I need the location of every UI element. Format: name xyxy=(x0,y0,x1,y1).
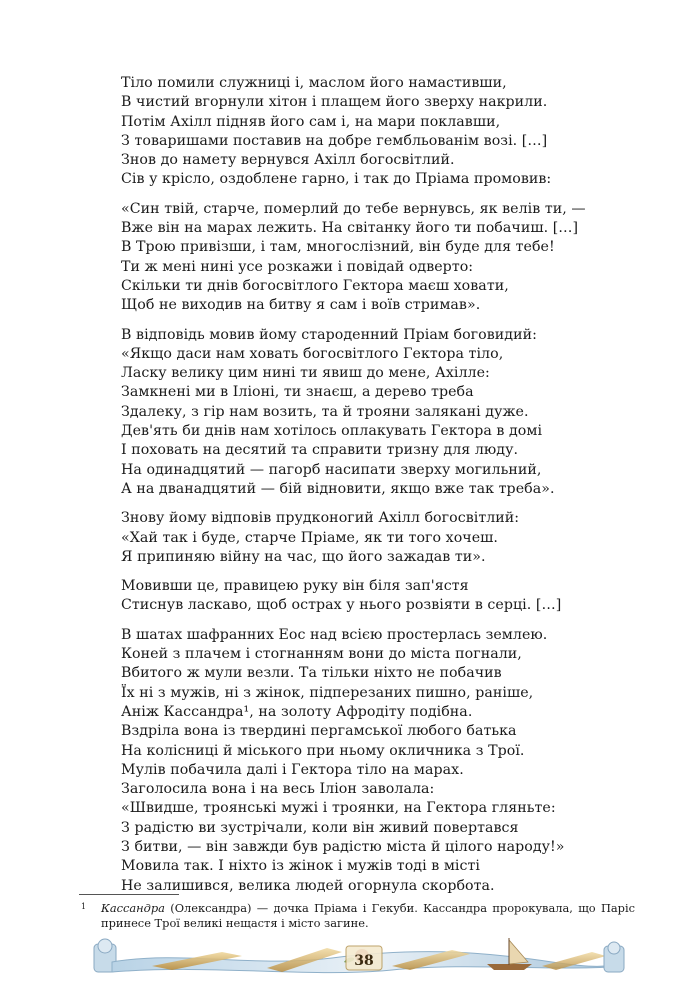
poem-line: «Хай так і буде, старче Пріаме, як ти того хочеш. xyxy=(121,529,498,546)
poem-line: В чистий вгорнули хітон і плащем його зверху накрили. xyxy=(121,94,548,111)
poem-line: Сів у крісло, оздоблене гарно, і так до Пріама промовив: xyxy=(121,171,552,188)
poem-line: Знову йому відповів прудконогий Ахілл богосвітлий: xyxy=(121,510,520,527)
poem-line: В Трою привізши, і там, многослізний, він буде для тебе! xyxy=(121,239,555,256)
poem-line: Заголосила вона і на весь Іліон заволала: xyxy=(121,781,435,798)
poem-line: Аніж Кассандра¹, на золоту Афродіту подібна. xyxy=(121,703,473,720)
poem-line: «Син твій, старче, померлий до тебе вернувсь, як велів ти, — xyxy=(121,200,586,217)
stanza xyxy=(121,326,621,500)
poem-line: Не залишився, велика людей огорнула скорбота. xyxy=(121,877,495,894)
poem-line: Ти ж мені нині усе розкажи і повідай одверто: xyxy=(121,258,474,275)
poem-line: Знов до намету вернувся Ахілл богосвітлий. xyxy=(121,152,455,169)
poem-text xyxy=(121,74,621,906)
poem-line: І поховать на десятий та справити тризну для люду. xyxy=(121,442,519,459)
poem-line: Щоб не виходив на битву я сам і воїв стримав». xyxy=(121,297,481,314)
poem-line: В відповідь мовив йому староденний Пріам боговидий: xyxy=(121,326,537,343)
poem-line: Дев'ять би днів нам хотілось оплакувать Гектора в домі xyxy=(121,423,543,440)
poem-line: Вбитого ж мули везли. Та тільки ніхто не побачив xyxy=(121,665,502,682)
poem-line: З битви, — він завжди був радістю міста й цілого народу!» xyxy=(121,838,565,855)
right-scroll-ornament xyxy=(604,942,624,972)
poem-line: Вже він на марах лежить. На світанку його ти побачиш. […] xyxy=(121,220,579,237)
poem-line: Вздріла вона із твердині пергамської любого батька xyxy=(121,723,517,740)
poem-line: Я припиняю війну на час, що його зажадав ти». xyxy=(121,548,486,565)
poem-line: Потім Ахілл підняв його сам і, на мари поклавши, xyxy=(121,113,501,130)
stanza xyxy=(121,577,621,616)
poem-line: Стиснув ласкаво, щоб острах у нього розвіяти в серці. […] xyxy=(121,597,562,614)
footnote-number: 1 xyxy=(81,902,87,911)
poem-line: Коней з плачем і стогнанням вони до міста погнали, xyxy=(121,646,522,663)
poem-line: В шатах шафранних Еос над всією простерлась землею. xyxy=(121,626,548,643)
stanza xyxy=(121,74,621,190)
poem-line: Ласку велику цим нині ти явиш до мене, Ахілле: xyxy=(121,365,490,382)
poem-line: Замкнені ми в Іліоні, ти знаєш, а дерево треба xyxy=(121,384,474,401)
page-number: 38 xyxy=(354,953,374,969)
poem-line: «Якщо даси нам ховать богосвітлого Гектора тіло, xyxy=(121,345,504,362)
poem-line: З радістю ви зустрічали, коли він живий повертався xyxy=(121,819,519,836)
poem-line: Мовила так. І ніхто із жінок і мужів тоді в місті xyxy=(121,858,480,875)
poem-line: На одинадцятий — пагорб насипати зверху могильний, xyxy=(121,461,542,478)
footnote-term: Кассандра xyxy=(101,901,165,915)
footnote xyxy=(101,901,635,930)
poem-line: Скільки ти днів богосвітлого Гектора маєш ховати, xyxy=(121,277,509,294)
poem-line: З товаришами поставив на добре гембльованім возі. […] xyxy=(121,132,548,149)
stanza xyxy=(121,509,621,567)
poem-line: Мовивши це, правицею руку він біля зап'ястя xyxy=(121,578,469,595)
stanza xyxy=(121,626,621,896)
footnote-text: (Олександра) — дочка Пріама і Гекуби. Кассандра пророкувала, що Паріс принесе Трої великі нещастя і місто загине. xyxy=(101,901,635,930)
poem-line: Їх ні з мужів, ні з жінок, підперезаних пишно, раніше, xyxy=(121,684,534,701)
ship-ornament xyxy=(487,938,532,970)
poem-line: «Швидше, троянські мужі і троянки, на Гектора гляньте: xyxy=(121,800,556,817)
poem-line: Мулів побачила далі і Гектора тіло на марах. xyxy=(121,761,464,778)
poem-line: Тіло помили служниці і, маслом його намастивши, xyxy=(121,75,507,91)
footnote-divider xyxy=(79,894,179,895)
stanza xyxy=(121,200,621,316)
poem-line: Здалеку, з гір нам возить, та й трояни залякані дуже. xyxy=(121,403,529,420)
poem-line: На колісниці й міського при ньому окличника з Трої. xyxy=(121,742,525,759)
poem-line: А на дванадцятий — бій відновити, якщо вже так треба». xyxy=(121,480,555,497)
